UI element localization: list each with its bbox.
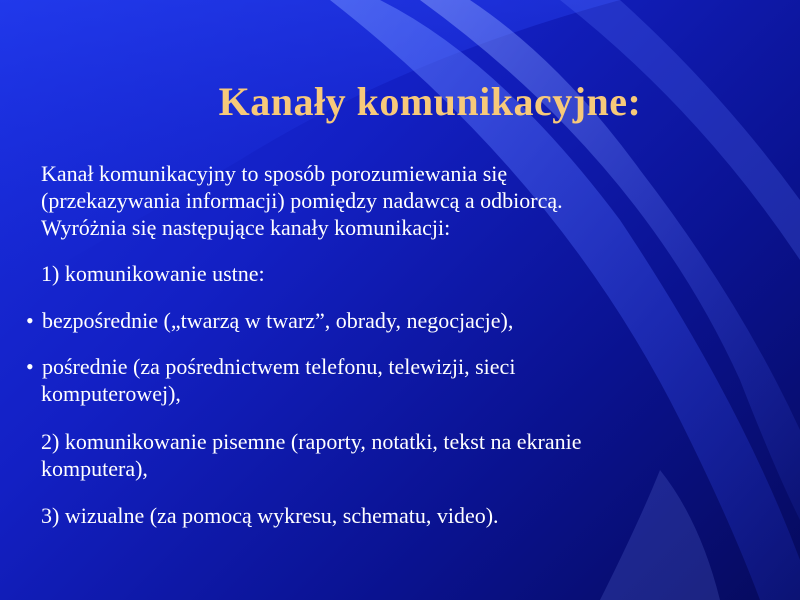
bullet-direct [26,307,726,334]
bullet-indirect [26,353,726,407]
slide-title: Kanały komunikacyjne: [218,79,642,124]
bullet-direct-text: bezpośrednie („twarzą w twarz”, obrady, negocjacje), [42,308,514,333]
intro-line-2: (przekazywania informacji) pomiędzy nadawcą a odbiorcą. [41,188,563,213]
list-item-written-1: 2) komunikowanie pisemne (raporty, notatki, tekst na ekranie [41,429,582,454]
list-item-oral: 1) komunikowanie ustne: [41,261,265,286]
bullet-indirect-text-2: komputerowej), [41,381,181,406]
bullet-indirect-text-1: pośrednie (za pośrednictwem telefonu, telewizji, sieci [42,354,516,379]
list-item-written-2: komputera), [41,456,148,481]
bullet-icon: • [26,308,34,333]
intro-line-1: Kanał komunikacyjny to sposób porozumiewania się [41,161,508,186]
intro-line-3: Wyróżnia się następujące kanały komunikacji: [41,215,451,240]
bullet-icon: • [26,354,34,379]
list-item-visual: 3) wizualne (za pomocą wykresu, schematu, video). [41,503,499,528]
